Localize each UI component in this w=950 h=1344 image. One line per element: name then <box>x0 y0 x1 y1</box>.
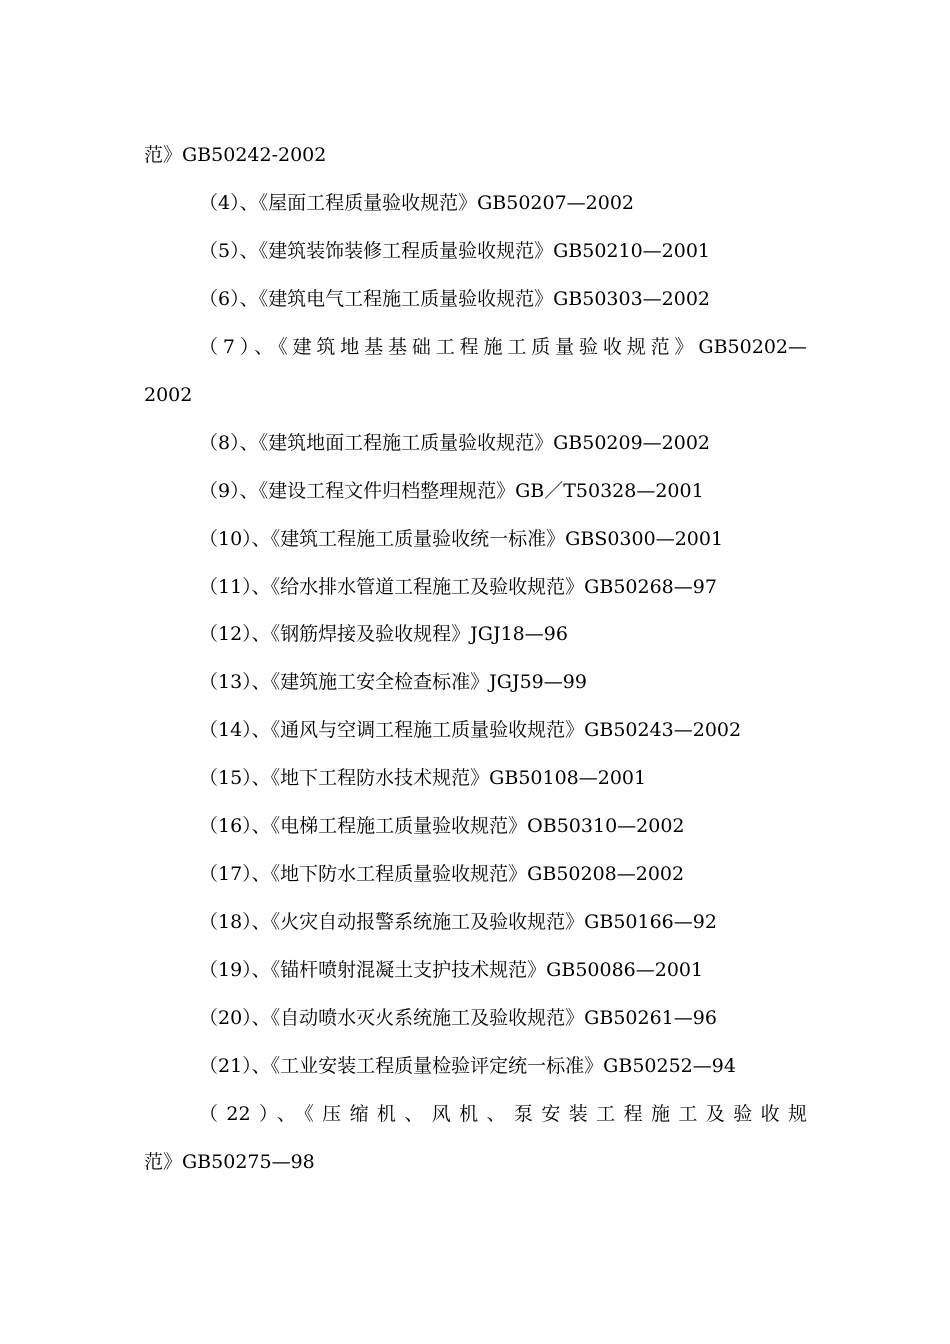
text-line-11: （12）、《钢筋焊接及验收规程》JGJ18—96 <box>199 623 568 645</box>
text-line-3: （5）、《建筑装饰装修工程质量验收规范》GB50210—2001 <box>199 240 711 262</box>
text-line-13: （14）、《通风与空调工程施工质量验收规范》GB50243—2002 <box>199 719 742 741</box>
text-line-21: （22）、《压缩机、风机、泵安装工程施工及验收规 <box>199 1103 807 1125</box>
text-line-6: 2002 <box>144 384 193 406</box>
text-line-7: （8）、《建筑地面工程施工质量验收规范》GB50209—2002 <box>199 432 711 454</box>
text-line-5: （7）、《建筑地基基础工程施工质量验收规范》GB50202— <box>199 336 807 358</box>
text-line-10: （11）、《给水排水管道工程施工及验收规范》GB50268—97 <box>199 576 717 598</box>
text-line-22: 范》GB50275—98 <box>144 1151 315 1173</box>
text-line-19: （20）、《自动喷水灭火系统施工及验收规范》GB50261—96 <box>199 1007 717 1029</box>
text-line-2: （4）、《屋面工程质量验收规范》GB50207—2002 <box>199 192 635 214</box>
text-line-12: （13）、《建筑施工安全检查标准》JGJ59—99 <box>199 671 587 693</box>
text-line-17: （18）、《火灾自动报警系统施工及验收规范》GB50166—92 <box>199 911 717 933</box>
text-line-15: （16）、《电梯工程施工质量验收规范》OB50310—2002 <box>199 815 685 837</box>
text-line-9: （10）、《建筑工程施工质量验收统一标准》GBS0300—2001 <box>199 528 724 550</box>
text-line-4: （6）、《建筑电气工程施工质量验收规范》GB50303—2002 <box>199 288 711 310</box>
text-line-18: （19）、《锚杆喷射混凝土支护技术规范》GB50086—2001 <box>199 959 704 981</box>
text-line-20: （21）、《工业安装工程质量检验评定统一标准》GB50252—94 <box>199 1055 736 1077</box>
text-line-1: 范》GB50242-2002 <box>144 144 327 166</box>
text-line-8: （9）、《建设工程文件归档整理规范》GB／T50328—2001 <box>199 480 704 502</box>
text-line-14: （15）、《地下工程防水技术规范》GB50108—2001 <box>199 767 647 789</box>
text-line-16: （17）、《地下防水工程质量验收规范》GB50208—2002 <box>199 863 685 885</box>
